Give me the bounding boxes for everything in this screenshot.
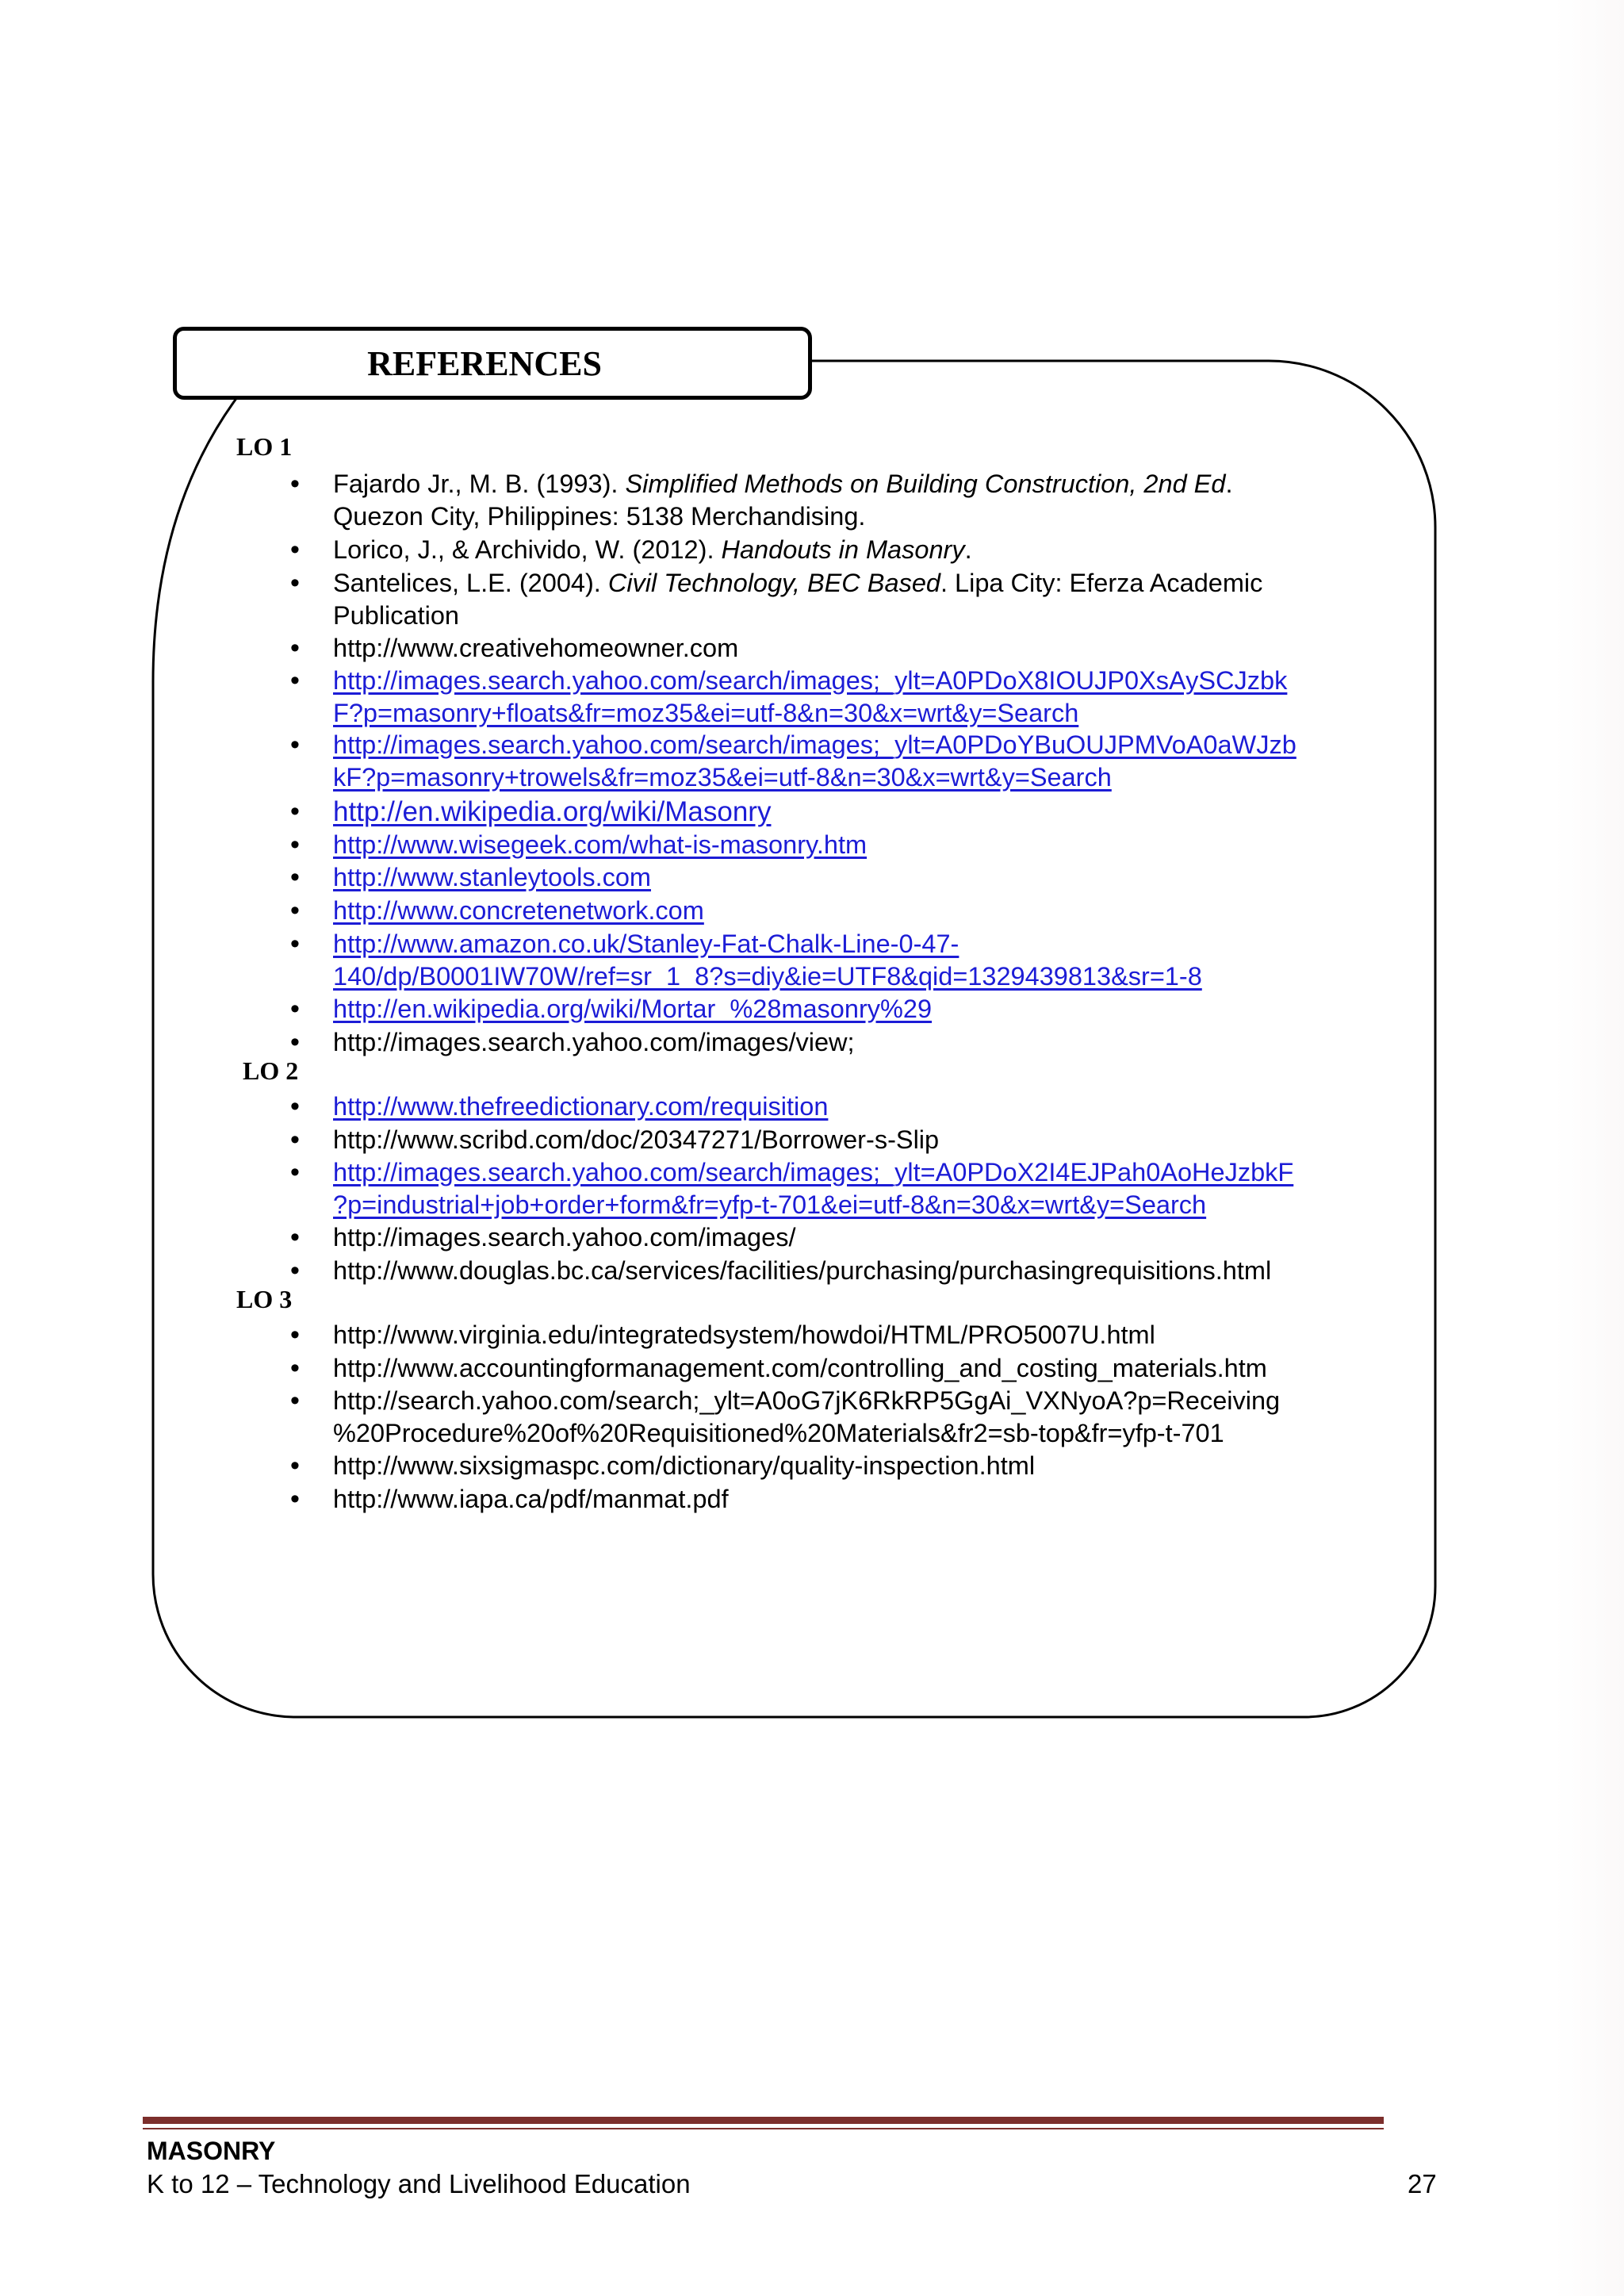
footer-title: MASONRY: [147, 2137, 276, 2165]
reference-text: Quezon City, Philippines: 5138 Merchandising.: [333, 502, 866, 531]
reference-url[interactable]: F?p=masonry+floats&fr=moz35&ei=utf-8&n=30&x=wrt&y=Search: [333, 699, 1079, 727]
reference-url[interactable]: • http://www.amazon.co.uk/Stanley-Fat-Chalk-Line-0-47-: [333, 930, 959, 958]
reference-link-item[interactable]: [333, 829, 1380, 861]
reference-link-item[interactable]: [333, 665, 1380, 730]
reference-item: [333, 632, 1380, 665]
reference-item: [333, 1221, 1380, 1254]
page-title: REFERENCES: [367, 343, 602, 383]
reference-link-item[interactable]: [333, 993, 1380, 1025]
reference-item: [333, 534, 1380, 566]
reference-text: http://www.douglas.bc.ca/services/facilities/purchasing/purchasingrequisitions.html: [333, 1256, 1272, 1285]
reference-item: [333, 1255, 1380, 1287]
reference-text: http://search.yahoo.com/search;_ylt=A0oG7jK6RkRP5GgAi_VXNyoA?p=Receiving: [333, 1386, 1281, 1415]
reference-text: .: [964, 535, 972, 564]
section-label: LO 2: [243, 1056, 299, 1085]
reference-item: [333, 1124, 1380, 1156]
reference-url[interactable]: kF?p=masonry+trowels&fr=moz35&ei=utf-8&n=30&x=wrt&y=Search: [333, 763, 1112, 792]
reference-title: Handouts in Masonry: [721, 535, 965, 564]
reference-text: http://www.iapa.ca/pdf/manmat.pdf: [333, 1485, 729, 1513]
reference-text: Fajardo Jr., M. B. (1993).: [333, 470, 626, 498]
references-heading-box: [173, 327, 812, 400]
reference-item: [333, 567, 1380, 632]
reference-item: [333, 1026, 1380, 1059]
page-number: 27: [1408, 2169, 1437, 2198]
reference-url[interactable]: • http://www.concretenetwork.com: [333, 896, 704, 925]
reference-link-item[interactable]: [333, 895, 1380, 927]
reference-item: [333, 1385, 1380, 1450]
reference-url[interactable]: • http://images.search.yahoo.com/search/images;_ylt=A0PDoYBuOUJPMVoA0aWJzb: [333, 730, 1297, 759]
reference-link-item[interactable]: [333, 795, 1380, 828]
reference-text: http://images.search.yahoo.com/images/: [333, 1223, 796, 1251]
reference-url[interactable]: • http://en.wikipedia.org/wiki/Masonry: [333, 796, 772, 827]
reference-text: http://www.sixsigmaspc.com/dictionary/quality-inspection.html: [333, 1451, 1036, 1480]
reference-text: .: [1225, 470, 1233, 498]
reference-text: http://www.creativehomeowner.com: [333, 634, 739, 662]
reference-item: [333, 1352, 1380, 1385]
reference-url[interactable]: • http://images.search.yahoo.com/search/images;_ylt=A0PDoX8IOUJP0XsAySCJzbk: [333, 666, 1288, 695]
footer-rule: [143, 2117, 1384, 2124]
reference-item: [333, 468, 1380, 533]
reference-link-item[interactable]: [333, 729, 1380, 794]
reference-url[interactable]: • http://www.thefreedictionary.com/requisition: [333, 1092, 829, 1121]
reference-item: [333, 1450, 1380, 1482]
reference-text: Santelices, L.E. (2004).: [333, 569, 608, 597]
reference-url[interactable]: 140/dp/B0001IW70W/ref=sr_1_8?s=diy&ie=UTF8&qid=1329439813&sr=1-8: [333, 962, 1202, 991]
reference-url[interactable]: • http://www.wisegeek.com/what-is-masonry.htm: [333, 830, 868, 859]
reference-link-item[interactable]: [333, 928, 1380, 993]
reference-text: http://www.virginia.edu/integratedsystem/howdoi/HTML/PRO5007U.html: [333, 1320, 1155, 1349]
reference-item: [333, 1483, 1380, 1516]
reference-text: http://images.search.yahoo.com/images/view;: [333, 1028, 855, 1056]
reference-link-item[interactable]: [333, 1091, 1380, 1123]
reference-text: Lorico, J., & Archivido, W. (2012).: [333, 535, 722, 564]
footer-rule-thin: [143, 2128, 1384, 2129]
reference-url[interactable]: • http://en.wikipedia.org/wiki/Mortar_%28masonry%29: [333, 995, 933, 1023]
reference-link-item[interactable]: [333, 1156, 1380, 1221]
reference-text: . Lipa City: Eferza Academic: [940, 569, 1263, 597]
reference-text: http://www.scribd.com/doc/20347271/Borrower-s-Slip: [333, 1125, 940, 1154]
reference-text: Publication: [333, 601, 459, 630]
reference-url[interactable]: • http://www.stanleytools.com: [333, 863, 651, 891]
section-label: LO 3: [236, 1285, 293, 1313]
section-label: LO 1: [236, 432, 293, 461]
reference-text: %20Procedure%20of%20Requisitioned%20Materials&fr2=sb-top&fr=yfp-t-701: [333, 1419, 1224, 1447]
reference-url[interactable]: • http://images.search.yahoo.com/search/images;_ylt=A0PDoX2I4EJPah0AoHeJzbkF: [333, 1158, 1294, 1186]
reference-item: [333, 1319, 1380, 1351]
reference-title: Simplified Methods on Building Construction, 2nd Ed: [625, 470, 1226, 498]
reference-url[interactable]: ?p=industrial+job+order+form&fr=yfp-t-701&ei=utf-8&n=30&x=wrt&y=Search: [333, 1190, 1207, 1219]
reference-link-item[interactable]: [333, 861, 1380, 894]
reference-text: http://www.accountingformanagement.com/controlling_and_costing_materials.htm: [333, 1354, 1267, 1382]
reference-title: Civil Technology, BEC Based: [607, 569, 940, 597]
footer-subtitle: K to 12 – Technology and Livelihood Education: [147, 2169, 691, 2198]
